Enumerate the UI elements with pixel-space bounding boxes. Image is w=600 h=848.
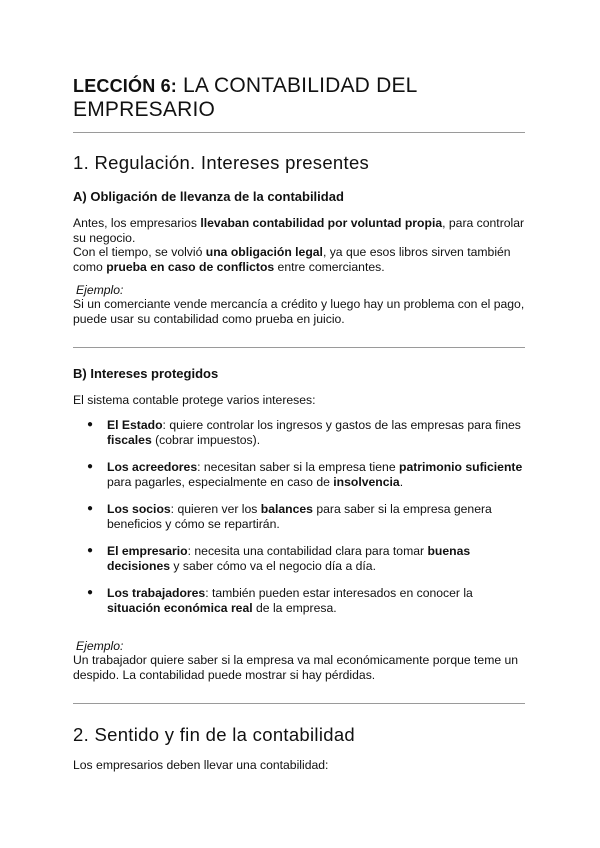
paragraph: El sistema contable protege varios intereses: bbox=[73, 393, 316, 407]
section-heading-1: 1. Regulación. Intereses presentes bbox=[73, 152, 370, 173]
paragraph: Los empresarios deben llevar una contabilidad: bbox=[73, 758, 329, 772]
bullet-icon: ● bbox=[87, 503, 94, 514]
list-item: Los socios: quieren ver los balances para saber si la empresa genera beneficios y cómo se repartirán. bbox=[107, 502, 492, 531]
section-heading-2: 2. Sentido y fin de la contabilidad bbox=[73, 724, 356, 745]
divider bbox=[73, 132, 525, 133]
example-text: Si un comerciante vende mercancía a crédito y luego hay un problema con el pago, puede usar su contabilidad como prueba en juicio. bbox=[73, 297, 525, 326]
list-item: El Estado: quiere controlar los ingresos y gastos de las empresas para fines fiscales (cobrar impuestos). bbox=[107, 418, 521, 447]
subheading-a: A) Obligación de llevanza de la contabilidad bbox=[73, 189, 344, 204]
lesson-label: LECCIÓN 6: bbox=[73, 76, 178, 96]
example-text: Un trabajador quiere saber si la empresa va mal económicamente porque teme un despido. La contabilidad puede mostrar si hay pérdidas. bbox=[73, 653, 519, 682]
bullet-icon: ● bbox=[87, 587, 94, 598]
list-item: Los acreedores: necesitan saber si la empresa tiene patrimonio suficiente para pagarles, especialmente en caso de insolvencia. bbox=[107, 460, 523, 489]
bullet-icon: ● bbox=[87, 461, 94, 472]
example-label: Ejemplo: bbox=[76, 639, 124, 653]
example-label: Ejemplo: bbox=[76, 283, 124, 297]
divider bbox=[73, 347, 525, 348]
list-item: El empresario: necesita una contabilidad clara para tomar buenas decisiones y saber cómo va el negocio día a día. bbox=[107, 544, 471, 573]
paragraph: Antes, los empresarios llevaban contabilidad por voluntad propia, para controlar su negocio. Con el tiempo, se volvió una obligación legal, ya que esos libros sirven también como prueba en caso de conflictos entre comerciantes. bbox=[73, 216, 525, 274]
page-title bbox=[73, 74, 525, 122]
bullet-icon: ● bbox=[87, 419, 94, 430]
subheading-b: B) Intereses protegidos bbox=[73, 366, 219, 381]
divider bbox=[73, 703, 525, 704]
title-text: LA CONTABILIDAD DEL EMPRESARIO bbox=[73, 74, 417, 121]
list-item: Los trabajadores: también pueden estar interesados en conocer la situación económica real de la empresa. bbox=[107, 586, 473, 615]
bullet-icon: ● bbox=[87, 545, 94, 556]
